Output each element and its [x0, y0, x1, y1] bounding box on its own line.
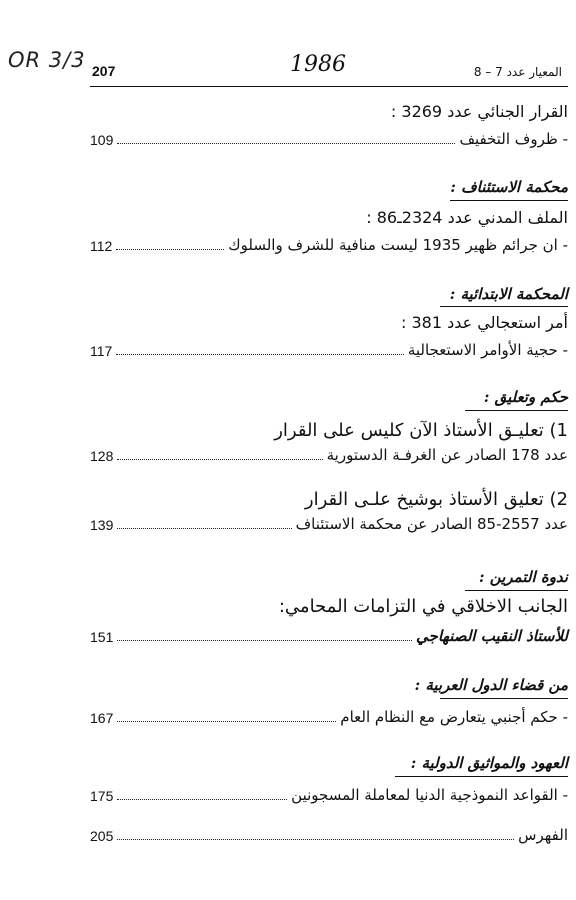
leader-dots — [117, 142, 455, 144]
toc-title-author: للأستاذ النقيب الصنهاجي — [416, 627, 568, 645]
toc-page: 112 — [90, 238, 113, 254]
section-divider — [465, 590, 568, 591]
leader-dots — [117, 458, 322, 460]
heading-criminal-decision: القرار الجنائي عدد 3269 : — [390, 102, 568, 121]
toc-page: 109 — [90, 132, 114, 148]
heading-civil-file: الملف المدني عدد 2324ـ86 : — [366, 208, 568, 227]
section-heading: العهود والمواثيق الدولية : — [410, 754, 568, 772]
toc-title: - حكم أجنبي يتعارض مع النظام العام — [340, 708, 568, 726]
toc-entry — [90, 786, 568, 804]
toc-page: 117 — [90, 343, 113, 359]
toc-entry-index — [90, 826, 568, 844]
toc-title: عدد 178 الصادر عن الغرفـة الدستورية — [326, 446, 568, 464]
toc-page: 139 — [90, 517, 114, 533]
section-heading: محكمة الاستئناف : — [450, 178, 568, 196]
toc-entry — [90, 236, 568, 254]
section-divider — [465, 410, 568, 411]
leader-dots — [117, 639, 412, 641]
handwritten-archive-mark: OR 3/3 — [8, 48, 86, 72]
toc-entry — [90, 341, 568, 359]
commentary-heading-1: 1) تعليـق الأستاذ الآن كليس على القرار — [274, 420, 568, 441]
section-divider — [450, 200, 568, 201]
commentary-heading-2: 2) تعليق الأستاذ بوشيخ علـى القرار — [304, 489, 568, 510]
leader-dots — [117, 720, 336, 722]
toc-title: عدد 2557-85 الصادر عن محكمة الاستئناف — [295, 515, 568, 533]
leader-dots — [117, 838, 514, 840]
section-divider — [440, 306, 568, 307]
section-heading: المحكمة الابتدائية : — [449, 285, 568, 303]
leader-dots — [116, 248, 224, 250]
toc-page: 128 — [90, 448, 114, 464]
toc-page: 175 — [90, 788, 114, 804]
toc-entry — [90, 446, 568, 464]
heading-urgent-order: أمر استعجالي عدد 381 : — [400, 313, 568, 332]
toc-page: 167 — [90, 710, 114, 726]
toc-title: - ظروف التخفيف — [459, 130, 568, 148]
heading-ethics: الجانب الاخلاقي في التزامات المحامي: — [278, 596, 568, 617]
toc-title: - حجية الأوامر الاستعجالية — [407, 341, 568, 359]
toc-entry — [90, 708, 568, 726]
toc-entry — [90, 627, 568, 645]
section-divider — [440, 698, 568, 699]
journal-reference: المعيار عدد 7 – 8 — [473, 65, 562, 79]
toc-entry — [90, 515, 568, 533]
toc-title: - ان جرائم ظهير 1935 ليست منافية للشرف والسلوك — [228, 236, 568, 254]
header-divider — [90, 86, 568, 87]
leader-dots — [117, 527, 291, 529]
toc-page: 205 — [90, 828, 114, 844]
toc-title: الفهرس — [518, 826, 568, 844]
section-heading: حكم وتعليق : — [483, 388, 568, 406]
toc-entry — [90, 130, 568, 148]
section-divider — [395, 776, 568, 777]
section-heading: من قضاء الدول العربية : — [414, 676, 568, 694]
page-number: 207 — [92, 63, 116, 79]
toc-page: 151 — [90, 629, 114, 645]
leader-dots — [117, 798, 287, 800]
handwritten-year: 1986 — [290, 52, 346, 77]
section-heading: ندوة التمرين : — [479, 568, 568, 586]
toc-title: - القواعد النموذجية الدنيا لمعاملة المسجونين — [291, 786, 568, 804]
leader-dots — [116, 353, 404, 355]
